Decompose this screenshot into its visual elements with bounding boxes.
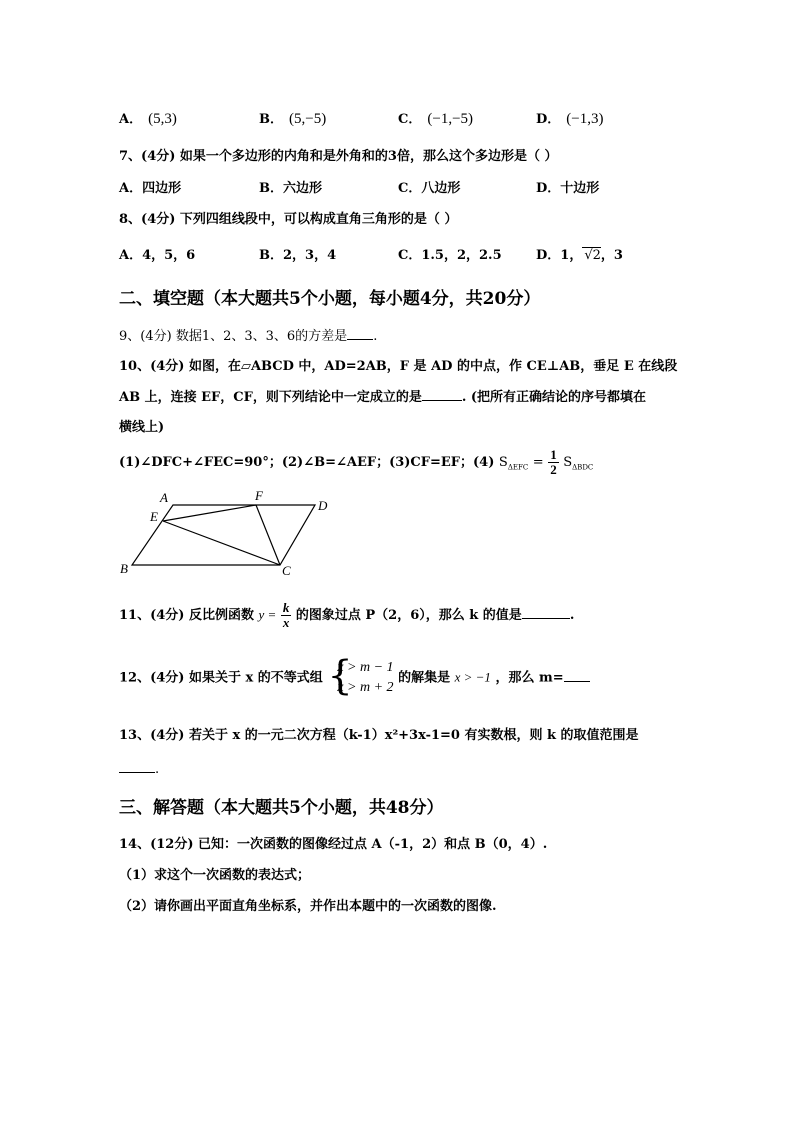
q11-stem: 11、(4分) 反比例函数 y = $\frac{k}{x}$ 的图象过点 P（2，6），那么 k 的值是 . [119, 600, 575, 630]
label-d: D [318, 498, 328, 513]
label-e: E [150, 509, 158, 524]
q6-option-b: B． (5,−5) [259, 111, 327, 127]
parallelogram-figure [110, 485, 350, 580]
label-a: A [160, 490, 168, 505]
q10-line-3: 横线上) [119, 420, 165, 435]
q10-conclusions: (1)∠DFC+∠FEC=90°；(2)∠B=∠AEF；(3)CF=EF；(4) $S_{\Delta EFC}$ = $\frac{1}{2}$ $S_{\Delta BDC}$ [119, 447, 594, 477]
inequality-system: { x > m − 1 x > m + 2 [327, 653, 394, 699]
q14-stem: 14、(12分) 已知：一次函数的图像经过点 A（-1，2）和点 B（0，4）. [119, 837, 548, 852]
parallelogram-abcd [132, 505, 315, 565]
label-b: B [120, 561, 128, 576]
q8-option-b: B．2，3，4 [259, 248, 337, 263]
q13-answer-line: . [119, 760, 159, 777]
q7-option-d: D．十边形 [536, 181, 600, 196]
fraction-k-over-x: $\frac{k}{x}$ [282, 600, 290, 630]
label-f: F [255, 488, 263, 503]
q8-option-c: C．1.5，2，2.5 [398, 248, 502, 263]
q7-option-b: B．六边形 [259, 181, 322, 196]
q13-answer-blank [119, 760, 155, 773]
q8-stem: 8、(4分) 下列四组线段中，可以构成直角三角形的是（ ） [119, 212, 458, 227]
segment-ef [163, 505, 256, 521]
q8-option-d: D．1， √2，3 [536, 248, 623, 263]
q9-answer-blank [347, 327, 373, 340]
segment-ec [163, 521, 280, 565]
q6-option-c: C． (−1,−5) [398, 111, 474, 127]
label-c: C [282, 563, 291, 578]
q13-stem: 13、(4分) 若关于 x 的一元二次方程（k-1）x²+3x-1=0 有实数根，则 k 的取值范围是 [119, 728, 639, 743]
q7-option-a: A．四边形 [119, 181, 182, 196]
q10-answer-blank [422, 388, 462, 401]
q6-option-d: D． (−1,3) [536, 111, 604, 127]
q10-line-1: 10、(4分) 如图，在▱ABCD 中，AD=2AB，F 是 AD 的中点，作 CE⊥AB，垂足 E 在线段 [119, 359, 678, 374]
q7-stem: 7、(4分) 如果一个多边形的内角和是外角和的3倍，那么这个多边形是（ ） [119, 149, 558, 164]
q12-stem: 12、(4分) 如果关于 x 的不等式组 { x > m − 1 x > m + 2 的解集是 x > −1 ，那么 m= [119, 658, 590, 698]
fraction-one-half: $\frac{1}{2}$ [550, 447, 557, 477]
q8-option-a: A．4，5，6 [119, 248, 196, 263]
q9-stem: 9、(4分) 数据1、2、3、3、6的方差是 . [119, 329, 378, 344]
section-3-heading: 三、解答题（本大题共5个小题，共48分） [119, 798, 444, 818]
q6-option-a: A． (5,3) [119, 111, 177, 127]
section-2-heading: 二、填空题（本大题共5个小题，每小题4分，共20分） [119, 289, 541, 309]
area-efc: $S_{\Delta EFC}$ [498, 455, 529, 472]
q14-part-1: （1）求这个一次函数的表达式； [119, 868, 311, 883]
q7-option-c: C．八边形 [398, 181, 461, 196]
q10-line-2: AB 上，连接 EF，CF，则下列结论中一定成立的是 . (把所有正确结论的序号都填在 [119, 390, 647, 405]
q14-part-2: （2）请你画出平面直角坐标系，并作出本题中的一次函数的图像. [119, 899, 497, 914]
q12-answer-blank [564, 669, 590, 682]
q11-answer-blank [522, 606, 570, 619]
area-bdc: $S_{\Delta BDC}$ [563, 455, 594, 472]
segment-fc [256, 505, 280, 565]
